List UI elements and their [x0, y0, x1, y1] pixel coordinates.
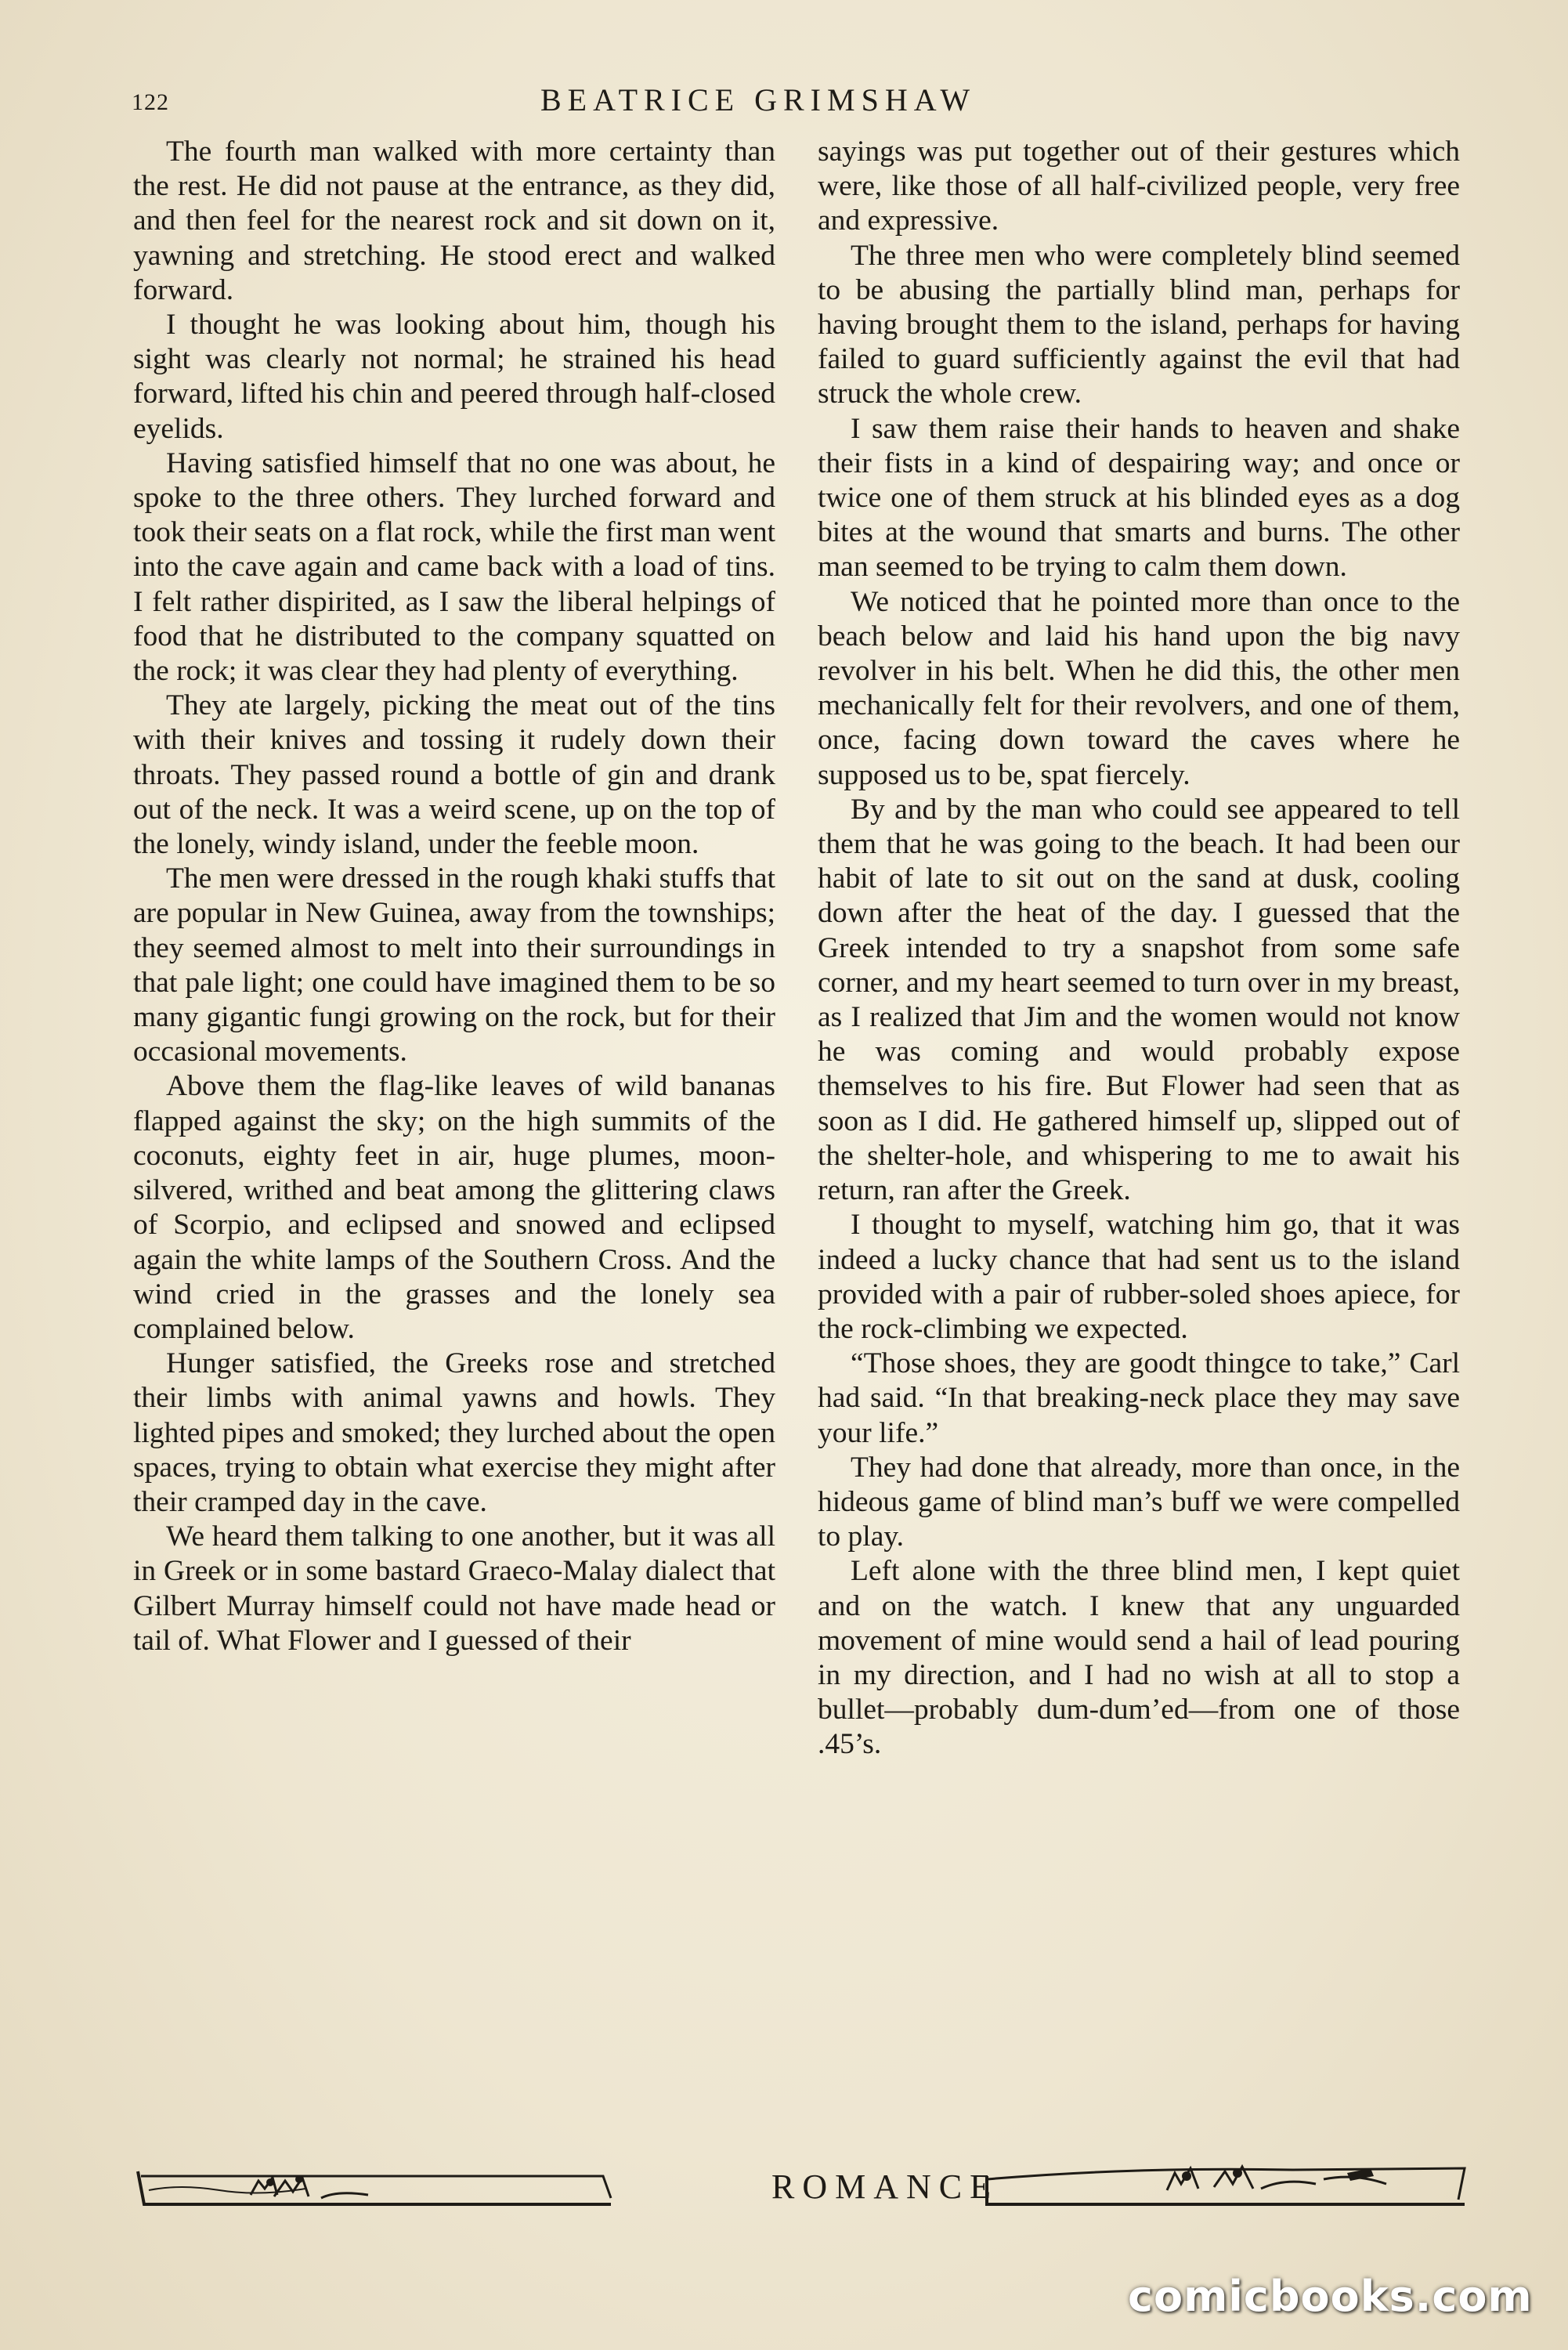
footer-ornament-right-icon — [979, 2156, 1472, 2218]
paragraph: We heard them talking to one another, but it was all in Greek or in some bastard Graeco-Malay dialect that Gilbert Murray himself could not have made head or tail of. What Flower and I guessed of their — [133, 1520, 775, 1657]
paragraph: They ate largely, picking the meat out of the tins with their knives and tossing it rudely down their throats. They passed round a bottle of gin and drank out of the neck. It was a weird scene, up on the top of the lonely, windy island, under the feeble moon. — [133, 689, 775, 861]
footer-ornament-left-icon — [133, 2156, 619, 2218]
page-number: 122 — [132, 89, 169, 115]
paragraph: Left alone with the three blind men, I kept quiet and on the watch. I knew that any unguarded movement of mine would send a hail of lead pouring in my direction, and I had no wish at all to stop a bullet—probably dum-dum’ed—from one of those .45’s. — [818, 1555, 1460, 1761]
paragraph: “Those shoes, they are goodt thingce to take,” Carl had said. “In that breaking-neck place they may save your life.” — [818, 1347, 1460, 1449]
paragraph: By and by the man who could see appeared to tell them that he was going to the beach. It had been our habit of late to sit out on the sand at dusk, cooling down after the heat of the day. I guessed that the Greek intended to try a snapshot from some safe corner, and my heart seemed to turn over in my breast, as I realized that Jim and the women would not know he was coming and would probably expose themselves to his fire. But Flower had seen that as soon as I did. He gathered himself up, slipped out of the shelter-hole, and whispering to me to await his return, ran after the Greek. — [818, 793, 1460, 1207]
paragraph: The fourth man walked with more certainty than the rest. He did not pause at the entrance, as they did, and then feel for the nearest rock and sit down on it, yawning and stretching. He stood erect and walked forward. — [133, 136, 775, 306]
paragraph: The men were dressed in the rough khaki stuffs that are popular in New Guinea, away from the townships; they seemed almost to melt into their surroundings in that pale light; one could have imagined them to be so many gigantic fungi growing on the rock, but for their occasional movements. — [133, 862, 775, 1068]
paragraph: Above them the flag-like leaves of wild bananas flapped against the sky; on the high summits of the coconuts, eighty feet in air, huge plumes, moon-silvered, writhed and beat among the glittering claws of Scorpio, and eclipsed and snowed and eclipsed again the white lamps of the Southern Cross. And the wind cried in the grasses and the lonely sea complained below. — [133, 1070, 775, 1345]
paragraph: They had done that already, more than once, in the hideous game of blind man’s buff we were compelled to play. — [818, 1451, 1460, 1553]
footer — [133, 2156, 1472, 2226]
paragraph: I saw them raise their hands to heaven and shake their fists in a kind of despairing way; and once or twice one of them struck at his blinded eyes as a dog bites at the wound that smarts and burns. The other man seemed to be trying to calm them down. — [818, 412, 1460, 584]
paragraph: The three men who were completely blind seemed to be abusing the partially blind man, perhaps for having brought them to the island, perhaps for having failed to guard sufficiently against the evil that had struck the whole crew. — [818, 239, 1460, 410]
paragraph: We noticed that he pointed more than once to the beach below and laid his hand upon the big navy revolver in his belt. When he did this, the other men mechanically felt for their revolvers, and one of them, once, facing down toward the caves where he supposed us to be, spat fiercely. — [818, 585, 1460, 791]
footer-magazine-title: ROMANCE — [771, 2167, 999, 2206]
paragraph: I thought to myself, watching him go, that it was indeed a lucky chance that had sent us to the island provided with a pair of rubber-soled shoes apiece, for the rock-climbing we expected. — [818, 1209, 1460, 1345]
running-head-author: BEATRICE GRIMSHAW — [540, 82, 977, 118]
paragraph: Hunger satisfied, the Greeks rose and stretched their limbs with animal yawns and howls. They lighted pipes and smoked; they lurched about the open spaces, trying to obtain what exercise they might after their cramped day in the cave. — [133, 1347, 775, 1518]
paragraph: Having satisfied himself that no one was about, he spoke to the three others. They lurched forward and took their seats on a flat rock, while the first man went into the cave again and came back with a load of tins. I felt rather dispirited, as I saw the liberal helpings of food that he distributed to the company squatted on the rock; it was clear they had plenty of everything. — [133, 446, 775, 688]
left-text-column — [133, 135, 775, 1658]
paragraph: I thought he was looking about him, though his sight was clearly not normal; he strained his head forward, lifted his chin and peered through half-closed eyelids. — [133, 309, 775, 445]
right-text-column — [818, 135, 1460, 1762]
paragraph-continued: sayings was put together out of their gestures which were, like those of all half-civilized people, very free and expressive. — [818, 136, 1460, 237]
watermark-comicbooks: comicbooks.com — [1128, 2272, 1533, 2321]
